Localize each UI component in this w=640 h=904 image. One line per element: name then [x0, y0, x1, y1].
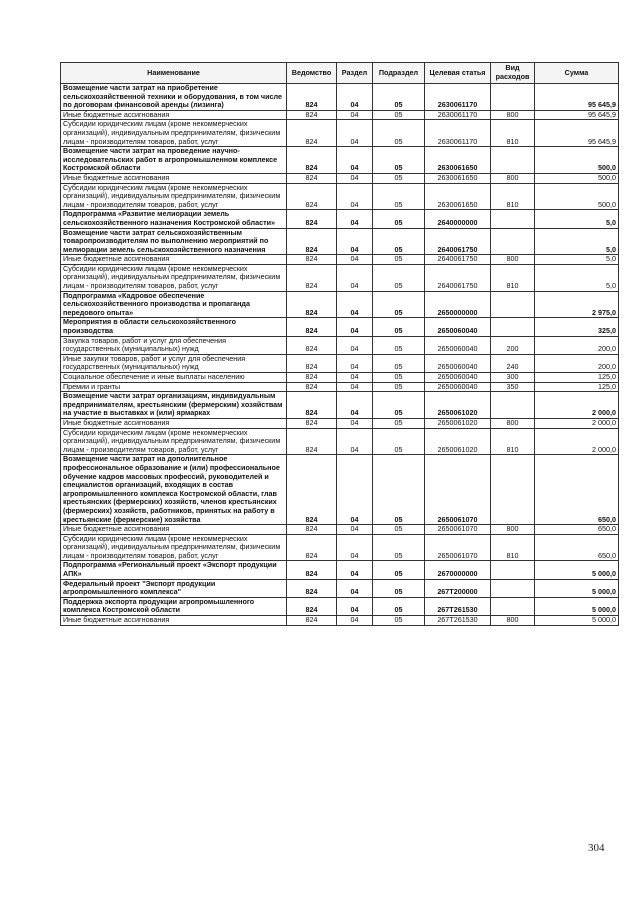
- cell-name: Подпрограмма «Развитие мелиорации земель сельскохозяйственного назначения Костромской области»: [61, 210, 287, 228]
- table-row: [61, 455, 619, 525]
- table-row: [61, 120, 619, 147]
- cell-sum: 125,0: [535, 382, 619, 392]
- cell-section: 04: [337, 525, 373, 535]
- cell-exptype: 810: [491, 534, 535, 561]
- cell-dept: 824: [287, 318, 337, 336]
- cell-dept: 824: [287, 291, 337, 318]
- cell-name: Возмещение части затрат на проведение научно-исследовательских работ в агропромышленном комплексе Костромской области: [61, 147, 287, 174]
- cell-target: 2650061070: [425, 525, 491, 535]
- cell-subsection: 05: [373, 418, 425, 428]
- cell-name: Иные бюджетные ассигнования: [61, 173, 287, 183]
- cell-target: 2650061020: [425, 392, 491, 419]
- table-row: [61, 147, 619, 174]
- cell-subsection: 05: [373, 147, 425, 174]
- cell-dept: 824: [287, 534, 337, 561]
- cell-sum: 650,0: [535, 525, 619, 535]
- cell-subsection: 05: [373, 183, 425, 210]
- header-exptype: Вид расходов: [491, 63, 535, 84]
- cell-subsection: 05: [373, 616, 425, 626]
- cell-name: Мероприятия в области сельскохозяйственного производства: [61, 318, 287, 336]
- table-row: [61, 336, 619, 354]
- cell-target: 2650060040: [425, 382, 491, 392]
- cell-subsection: 05: [373, 392, 425, 419]
- cell-subsection: 05: [373, 228, 425, 255]
- table-row: [61, 392, 619, 419]
- cell-section: 04: [337, 418, 373, 428]
- cell-name: Иные бюджетные ассигнования: [61, 616, 287, 626]
- cell-dept: 824: [287, 579, 337, 597]
- cell-dept: 824: [287, 264, 337, 291]
- cell-sum: 95 645,9: [535, 110, 619, 120]
- cell-target: 2650061020: [425, 428, 491, 455]
- table-row: [61, 616, 619, 626]
- cell-target: 2630061170: [425, 110, 491, 120]
- header-section: Раздел: [337, 63, 373, 84]
- cell-sum: 500,0: [535, 147, 619, 174]
- cell-exptype: [491, 210, 535, 228]
- cell-section: 04: [337, 110, 373, 120]
- cell-dept: 824: [287, 382, 337, 392]
- cell-target: 2650060040: [425, 336, 491, 354]
- cell-section: 04: [337, 255, 373, 265]
- table-row: [61, 264, 619, 291]
- cell-section: 04: [337, 147, 373, 174]
- cell-subsection: 05: [373, 561, 425, 579]
- cell-dept: 824: [287, 228, 337, 255]
- cell-name: Иные закупки товаров, работ и услуг для обеспечения государственных (муниципальных) нужд: [61, 354, 287, 372]
- cell-subsection: 05: [373, 120, 425, 147]
- cell-sum: 500,0: [535, 183, 619, 210]
- table-row: [61, 173, 619, 183]
- cell-sum: 5,0: [535, 210, 619, 228]
- cell-name: Федеральный проект "Экспорт продукции агропромышленного комплекса": [61, 579, 287, 597]
- cell-target: 2640000000: [425, 210, 491, 228]
- cell-section: 04: [337, 318, 373, 336]
- cell-target: 2650060040: [425, 373, 491, 383]
- cell-subsection: 05: [373, 382, 425, 392]
- cell-name: Субсидии юридическим лицам (кроме некоммерческих организаций), индивидуальным предпринимателям, физическим лицам - производителям товаров, работ, услуг: [61, 183, 287, 210]
- cell-subsection: 05: [373, 354, 425, 372]
- cell-sum: 5 000,0: [535, 616, 619, 626]
- cell-name: Премии и гранты: [61, 382, 287, 392]
- cell-exptype: 810: [491, 120, 535, 147]
- cell-target: 2630061650: [425, 183, 491, 210]
- cell-sum: 5,0: [535, 228, 619, 255]
- cell-exptype: 350: [491, 382, 535, 392]
- cell-section: 04: [337, 616, 373, 626]
- cell-subsection: 05: [373, 534, 425, 561]
- cell-subsection: 05: [373, 84, 425, 111]
- cell-name: Социальное обеспечение и иные выплаты населению: [61, 373, 287, 383]
- header-dept: Ведомство: [287, 63, 337, 84]
- cell-name: Иные бюджетные ассигнования: [61, 255, 287, 265]
- cell-name: Возмещение части затрат сельскохозяйственным товаропроизводителям по выполнению мероприятий по мелиорации земель сельскохозяйственного назначения: [61, 228, 287, 255]
- cell-target: 267T261530: [425, 616, 491, 626]
- header-sum: Сумма: [535, 63, 619, 84]
- cell-section: 04: [337, 173, 373, 183]
- cell-dept: 824: [287, 525, 337, 535]
- cell-subsection: 05: [373, 255, 425, 265]
- cell-subsection: 05: [373, 525, 425, 535]
- cell-exptype: 800: [491, 525, 535, 535]
- cell-sum: 5 000,0: [535, 561, 619, 579]
- cell-target: 2630061170: [425, 84, 491, 111]
- cell-section: 04: [337, 392, 373, 419]
- cell-exptype: 800: [491, 255, 535, 265]
- cell-dept: 824: [287, 354, 337, 372]
- cell-subsection: 05: [373, 210, 425, 228]
- cell-dept: 824: [287, 147, 337, 174]
- cell-exptype: 810: [491, 183, 535, 210]
- cell-name: Субсидии юридическим лицам (кроме некоммерческих организаций), индивидуальным предпринимателям, физическим лицам - производителям товаров, работ, услуг: [61, 428, 287, 455]
- cell-dept: 824: [287, 455, 337, 525]
- cell-dept: 824: [287, 183, 337, 210]
- table-row: [61, 228, 619, 255]
- table-row: [61, 428, 619, 455]
- cell-name: Субсидии юридическим лицам (кроме некоммерческих организаций), индивидуальным предпринимателям, физическим лицам - производителям товаров, работ, услуг: [61, 264, 287, 291]
- cell-name: Подпрограмма «Региональный проект «Экспорт продукции АПК»: [61, 561, 287, 579]
- cell-subsection: 05: [373, 579, 425, 597]
- cell-section: 04: [337, 373, 373, 383]
- cell-sum: 5 000,0: [535, 579, 619, 597]
- table-row: [61, 291, 619, 318]
- cell-exptype: 300: [491, 373, 535, 383]
- cell-sum: 125,0: [535, 373, 619, 383]
- cell-name: Возмещение части затрат на приобретение сельскохозяйственной техники и оборудования, в том числе по договорам финансовой аренды (лизинга): [61, 84, 287, 111]
- cell-name: Субсидии юридическим лицам (кроме некоммерческих организаций), индивидуальным предпринимателям, физическим лицам - производителям товаров, работ, услуг: [61, 534, 287, 561]
- cell-subsection: 05: [373, 455, 425, 525]
- cell-exptype: [491, 228, 535, 255]
- cell-section: 04: [337, 183, 373, 210]
- cell-exptype: [491, 561, 535, 579]
- header-subsection: Подраздел: [373, 63, 425, 84]
- cell-dept: 824: [287, 597, 337, 615]
- cell-exptype: [491, 579, 535, 597]
- table-row: [61, 354, 619, 372]
- cell-target: 2630061170: [425, 120, 491, 147]
- table-row: [61, 183, 619, 210]
- cell-section: 04: [337, 597, 373, 615]
- cell-subsection: 05: [373, 110, 425, 120]
- cell-sum: 2 000,0: [535, 418, 619, 428]
- cell-exptype: [491, 84, 535, 111]
- cell-exptype: [491, 147, 535, 174]
- cell-sum: 95 645,9: [535, 84, 619, 111]
- cell-subsection: 05: [373, 597, 425, 615]
- cell-name: Подпрограмма «Кадровое обеспечение сельскохозяйственного производства и пропаганда передового опыта»: [61, 291, 287, 318]
- cell-name: Иные бюджетные ассигнования: [61, 418, 287, 428]
- cell-sum: 2 975,0: [535, 291, 619, 318]
- cell-target: 2650060040: [425, 318, 491, 336]
- cell-target: 2640061750: [425, 264, 491, 291]
- cell-sum: 325,0: [535, 318, 619, 336]
- table-row: [61, 84, 619, 111]
- cell-exptype: [491, 392, 535, 419]
- cell-sum: 200,0: [535, 336, 619, 354]
- cell-target: 2640061750: [425, 228, 491, 255]
- cell-name: Закупка товаров, работ и услуг для обеспечения государственных (муниципальных) нужд: [61, 336, 287, 354]
- table-row: [61, 255, 619, 265]
- cell-section: 04: [337, 120, 373, 147]
- cell-name: Субсидии юридическим лицам (кроме некоммерческих организаций), индивидуальным предпринимателям, физическим лицам - производителям товаров, работ, услуг: [61, 120, 287, 147]
- table-row: [61, 210, 619, 228]
- cell-exptype: 200: [491, 336, 535, 354]
- cell-exptype: [491, 318, 535, 336]
- cell-dept: 824: [287, 173, 337, 183]
- cell-sum: 650,0: [535, 534, 619, 561]
- cell-section: 04: [337, 228, 373, 255]
- cell-section: 04: [337, 264, 373, 291]
- cell-section: 04: [337, 84, 373, 111]
- cell-name: Возмещение части затрат на дополнительное профессиональное образование и (или) профессиональное обучение кадров массовых профессий, руководителей и специалистов организаций, входящих в состав агропромышленного комплекса Костромской области, глав крестьянских (фермерских) хозяйств, членов крестьянских (фермерских) хозяйств, работников, принятых на работу в крестьянские (фермерские) хозяйства: [61, 455, 287, 525]
- cell-dept: 824: [287, 255, 337, 265]
- cell-target: 2650061070: [425, 534, 491, 561]
- table-row: [61, 579, 619, 597]
- cell-dept: 824: [287, 210, 337, 228]
- budget-table: [60, 62, 619, 626]
- cell-section: 04: [337, 382, 373, 392]
- cell-exptype: [491, 455, 535, 525]
- cell-target: 267T261530: [425, 597, 491, 615]
- cell-section: 04: [337, 291, 373, 318]
- cell-subsection: 05: [373, 428, 425, 455]
- cell-target: 2670000000: [425, 561, 491, 579]
- cell-sum: 200,0: [535, 354, 619, 372]
- table-row: [61, 110, 619, 120]
- cell-target: 2650060040: [425, 354, 491, 372]
- cell-sum: 5,0: [535, 264, 619, 291]
- table-row: [61, 525, 619, 535]
- cell-exptype: 810: [491, 264, 535, 291]
- table-row: [61, 597, 619, 615]
- cell-section: 04: [337, 579, 373, 597]
- cell-subsection: 05: [373, 291, 425, 318]
- cell-name: Поддержка экспорта продукции агропромышленного комплекса Костромской области: [61, 597, 287, 615]
- cell-sum: 5 000,0: [535, 597, 619, 615]
- cell-subsection: 05: [373, 336, 425, 354]
- cell-sum: 95 645,9: [535, 120, 619, 147]
- cell-dept: 824: [287, 428, 337, 455]
- cell-subsection: 05: [373, 373, 425, 383]
- cell-exptype: [491, 597, 535, 615]
- cell-exptype: [491, 291, 535, 318]
- cell-exptype: 810: [491, 428, 535, 455]
- table-row: [61, 318, 619, 336]
- cell-section: 04: [337, 336, 373, 354]
- cell-name: Иные бюджетные ассигнования: [61, 110, 287, 120]
- cell-subsection: 05: [373, 173, 425, 183]
- table-row: [61, 382, 619, 392]
- cell-dept: 824: [287, 392, 337, 419]
- cell-name: Иные бюджетные ассигнования: [61, 525, 287, 535]
- table-row: [61, 561, 619, 579]
- cell-dept: 824: [287, 110, 337, 120]
- cell-dept: 824: [287, 561, 337, 579]
- page-number: 304: [588, 842, 605, 854]
- cell-section: 04: [337, 455, 373, 525]
- cell-section: 04: [337, 561, 373, 579]
- cell-exptype: 800: [491, 418, 535, 428]
- cell-target: 2650061020: [425, 418, 491, 428]
- header-target: Целевая статья: [425, 63, 491, 84]
- cell-target: 2650061070: [425, 455, 491, 525]
- cell-exptype: 800: [491, 616, 535, 626]
- cell-target: 267T200000: [425, 579, 491, 597]
- cell-exptype: 800: [491, 173, 535, 183]
- cell-section: 04: [337, 210, 373, 228]
- cell-section: 04: [337, 534, 373, 561]
- cell-dept: 824: [287, 418, 337, 428]
- cell-dept: 824: [287, 336, 337, 354]
- cell-name: Возмещение части затрат организациям, индивидуальным предпринимателям, крестьянским (фермерским) хозяйствам на участие в выставках и (или) ярмарках: [61, 392, 287, 419]
- budget-table-sheet: [60, 62, 618, 626]
- table-row: [61, 373, 619, 383]
- table-body: [61, 84, 619, 626]
- table-row: [61, 418, 619, 428]
- cell-dept: 824: [287, 84, 337, 111]
- cell-subsection: 05: [373, 318, 425, 336]
- table-row: [61, 534, 619, 561]
- cell-target: 2650000000: [425, 291, 491, 318]
- cell-sum: 5,0: [535, 255, 619, 265]
- cell-subsection: 05: [373, 264, 425, 291]
- cell-exptype: 800: [491, 110, 535, 120]
- cell-dept: 824: [287, 120, 337, 147]
- cell-section: 04: [337, 354, 373, 372]
- cell-target: 2630061650: [425, 173, 491, 183]
- header-name: Наименование: [61, 63, 287, 84]
- cell-section: 04: [337, 428, 373, 455]
- cell-target: 2630061650: [425, 147, 491, 174]
- cell-sum: 500,0: [535, 173, 619, 183]
- cell-dept: 824: [287, 373, 337, 383]
- cell-exptype: 240: [491, 354, 535, 372]
- cell-sum: 2 000,0: [535, 392, 619, 419]
- cell-dept: 824: [287, 616, 337, 626]
- cell-sum: 650,0: [535, 455, 619, 525]
- table-header-row: [61, 63, 619, 84]
- cell-sum: 2 000,0: [535, 428, 619, 455]
- cell-target: 2640061750: [425, 255, 491, 265]
